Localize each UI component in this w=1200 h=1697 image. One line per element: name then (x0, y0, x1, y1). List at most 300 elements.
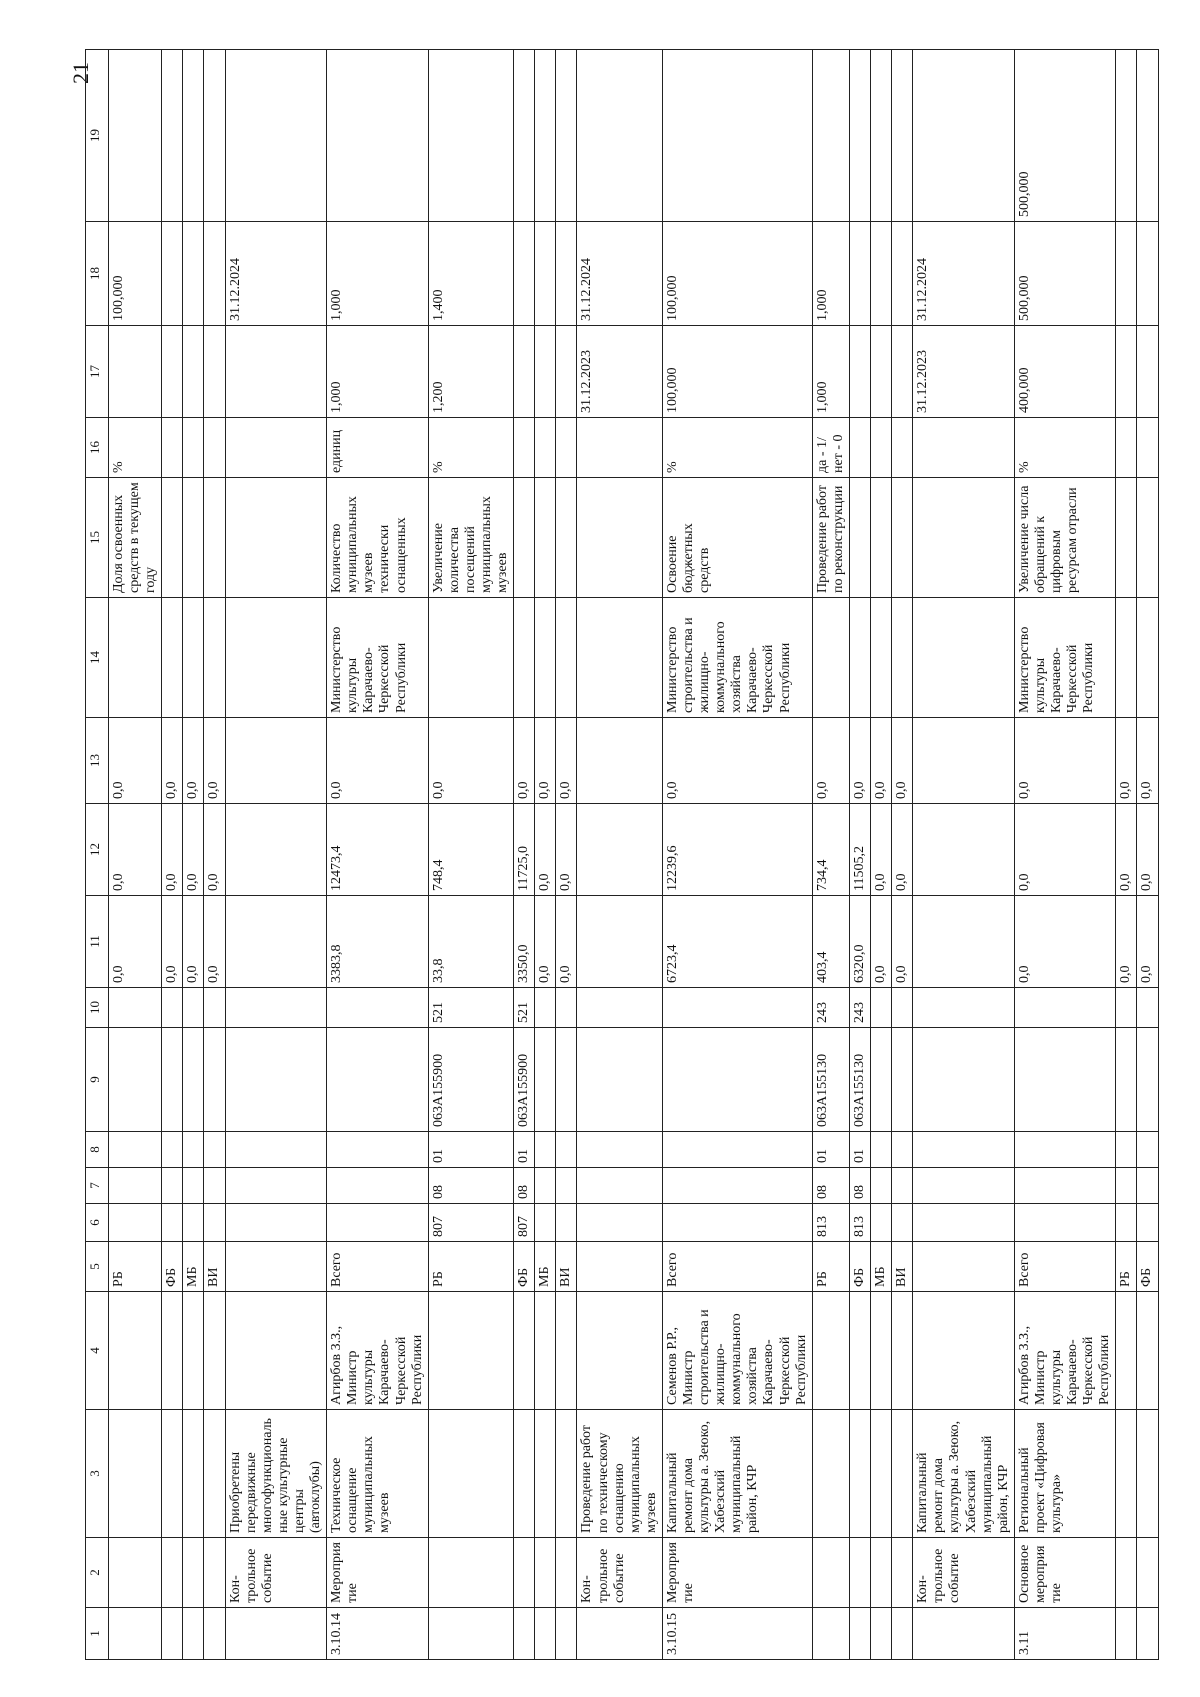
cell-col-13: 0,0 (162, 718, 183, 804)
cell-col-12: 0,0 (556, 804, 577, 896)
cell-col-8 (109, 1132, 162, 1168)
cell-col-11 (225, 896, 327, 988)
cell-col-15 (514, 478, 535, 598)
cell-col-3: Региональный проект «Цифровая культура» (1014, 1410, 1116, 1538)
cell-col-10 (225, 988, 327, 1028)
cell-col-6: 807 (514, 1204, 535, 1242)
cell-col-9 (535, 1028, 556, 1132)
cell-col-6 (1116, 1204, 1137, 1242)
cell-col-13 (913, 718, 1015, 804)
cell-col-12: 0,0 (892, 804, 913, 896)
cell-col-14: Министерство культуры Карачаево-Черкесской Республики (1014, 598, 1116, 718)
cell-col-2 (892, 1538, 913, 1608)
cell-col-17 (204, 326, 225, 418)
cell-col-5 (225, 1242, 327, 1292)
cell-col-6 (327, 1204, 429, 1242)
cell-col-9 (225, 1028, 327, 1132)
cell-col-8 (871, 1132, 892, 1168)
cell-col-8 (577, 1132, 662, 1168)
cell-col-4 (849, 1292, 870, 1410)
cell-col-5: ФБ (514, 1242, 535, 1292)
cell-col-10: 243 (849, 988, 870, 1028)
column-header-14: 14 (86, 598, 109, 718)
cell-col-13: 0,0 (183, 718, 204, 804)
cell-col-4 (204, 1292, 225, 1410)
cell-col-18 (162, 222, 183, 326)
cell-col-7: 08 (849, 1168, 870, 1204)
cell-col-14 (892, 598, 913, 718)
cell-col-9 (892, 1028, 913, 1132)
cell-col-18 (556, 222, 577, 326)
cell-col-3 (428, 1410, 513, 1538)
cell-col-12: 11725,0 (514, 804, 535, 896)
cell-col-19 (1116, 50, 1137, 222)
cell-col-7 (225, 1168, 327, 1204)
cell-col-16 (183, 418, 204, 478)
cell-col-15 (849, 478, 870, 598)
cell-col-10 (1137, 988, 1158, 1028)
cell-col-11: 0,0 (1014, 896, 1116, 988)
cell-col-5: ВИ (556, 1242, 577, 1292)
cell-col-19 (204, 50, 225, 222)
cell-col-7 (204, 1168, 225, 1204)
cell-col-3: Техническое оснащение муниципальных музеев (327, 1410, 429, 1538)
cell-col-1 (535, 1608, 556, 1660)
cell-col-14 (428, 598, 513, 718)
cell-col-17 (1137, 326, 1158, 418)
cell-col-2 (1116, 1538, 1137, 1608)
cell-col-17 (556, 326, 577, 418)
cell-col-2: Кон-трольное событие (225, 1538, 327, 1608)
cell-col-18 (183, 222, 204, 326)
cell-col-18: 1,400 (428, 222, 513, 326)
cell-col-7 (162, 1168, 183, 1204)
cell-col-11: 0,0 (892, 896, 913, 988)
cell-col-13 (577, 718, 662, 804)
cell-col-4 (871, 1292, 892, 1410)
cell-col-6: 807 (428, 1204, 513, 1242)
cell-col-7 (556, 1168, 577, 1204)
cell-col-16 (913, 418, 1015, 478)
cell-col-11: 6723,4 (662, 896, 812, 988)
cell-col-1 (1137, 1608, 1158, 1660)
column-header-4: 4 (86, 1292, 109, 1410)
cell-col-4 (892, 1292, 913, 1410)
cell-col-7 (1014, 1168, 1116, 1204)
cell-col-14 (225, 598, 327, 718)
cell-col-12: 0,0 (204, 804, 225, 896)
cell-col-14 (162, 598, 183, 718)
cell-col-4 (109, 1292, 162, 1410)
cell-col-13: 0,0 (1137, 718, 1158, 804)
cell-col-17: 400,000 (1014, 326, 1116, 418)
cell-col-1 (913, 1608, 1015, 1660)
cell-col-8 (662, 1132, 812, 1168)
cell-col-6 (204, 1204, 225, 1242)
cell-col-19 (871, 50, 892, 222)
column-header-11: 11 (86, 896, 109, 988)
column-header-9: 9 (86, 1028, 109, 1132)
cell-col-4 (183, 1292, 204, 1410)
cell-col-9 (577, 1028, 662, 1132)
cell-col-13: 0,0 (327, 718, 429, 804)
cell-col-13: 0,0 (849, 718, 870, 804)
cell-col-15: Увеличение числа обращений к цифровым ресурсам отрасли (1014, 478, 1116, 598)
cell-col-16: единиц (327, 418, 429, 478)
cell-col-14 (535, 598, 556, 718)
cell-col-8 (1116, 1132, 1137, 1168)
cell-col-6 (662, 1204, 812, 1242)
cell-col-10 (892, 988, 913, 1028)
cell-col-2 (204, 1538, 225, 1608)
cell-col-11: 33,8 (428, 896, 513, 988)
cell-col-19 (662, 50, 812, 222)
cell-col-15 (871, 478, 892, 598)
cell-col-6 (162, 1204, 183, 1242)
table-row (871, 50, 892, 1660)
cell-col-11 (577, 896, 662, 988)
cell-col-18 (892, 222, 913, 326)
table-row (556, 50, 577, 1660)
table-row (1014, 50, 1116, 1660)
cell-col-17 (1116, 326, 1137, 418)
table-row (1137, 50, 1158, 1660)
cell-col-13 (225, 718, 327, 804)
cell-col-1 (162, 1608, 183, 1660)
cell-col-5: РБ (1116, 1242, 1137, 1292)
cell-col-18: 100,000 (662, 222, 812, 326)
cell-col-5: ВИ (892, 1242, 913, 1292)
column-header-12: 12 (86, 804, 109, 896)
cell-col-8 (1137, 1132, 1158, 1168)
cell-col-17 (892, 326, 913, 418)
cell-col-16: % (662, 418, 812, 478)
cell-col-9 (109, 1028, 162, 1132)
column-header-18: 18 (86, 222, 109, 326)
cell-col-17 (849, 326, 870, 418)
cell-col-5: Всего (662, 1242, 812, 1292)
cell-col-7 (892, 1168, 913, 1204)
cell-col-10 (162, 988, 183, 1028)
cell-col-18: 500,000 (1014, 222, 1116, 326)
cell-col-14: Министерство строительства и жилищно-коммунального хозяйства Карачаево-Черкесской Республики (662, 598, 812, 718)
cell-col-6: 813 (849, 1204, 870, 1242)
cell-col-18 (1137, 222, 1158, 326)
cell-col-16 (849, 418, 870, 478)
cell-col-4 (162, 1292, 183, 1410)
table-row (204, 50, 225, 1660)
cell-col-8: 01 (428, 1132, 513, 1168)
cell-col-16 (162, 418, 183, 478)
cell-col-17 (183, 326, 204, 418)
cell-col-18: 31.12.2024 (913, 222, 1015, 326)
cell-col-8 (183, 1132, 204, 1168)
cell-col-5: Всего (1014, 1242, 1116, 1292)
cell-col-19 (892, 50, 913, 222)
table-row (662, 50, 812, 1660)
rotated-table-wrapper (85, 50, 1155, 1660)
cell-col-7 (1137, 1168, 1158, 1204)
cell-col-17: 1,000 (327, 326, 429, 418)
cell-col-7 (577, 1168, 662, 1204)
cell-col-4 (556, 1292, 577, 1410)
cell-col-3: Приобретены передвижные многофункциональные культурные центры (автоклубы) (225, 1410, 327, 1538)
cell-col-9 (871, 1028, 892, 1132)
cell-col-16 (892, 418, 913, 478)
cell-col-10: 521 (428, 988, 513, 1028)
cell-col-4: Семенов Р.Р., Министр строительства и жилищно-коммунального хозяйства Карачаево-Черкесской Республики (662, 1292, 812, 1410)
cell-col-9 (1014, 1028, 1116, 1132)
cell-col-3 (162, 1410, 183, 1538)
cell-col-6 (871, 1204, 892, 1242)
cell-col-12 (225, 804, 327, 896)
cell-col-16 (1116, 418, 1137, 478)
cell-col-16: % (428, 418, 513, 478)
cell-col-10 (535, 988, 556, 1028)
cell-col-11: 3383,8 (327, 896, 429, 988)
cell-col-11 (913, 896, 1015, 988)
cell-col-5: ФБ (849, 1242, 870, 1292)
cell-col-4: Агирбов З.З., Министр культуры Карачаево-Черкесской Республики (1014, 1292, 1116, 1410)
cell-col-4 (1116, 1292, 1137, 1410)
cell-col-3: Проведение работ по техническому оснащению муниципальных музеев (577, 1410, 662, 1538)
cell-col-2 (812, 1538, 849, 1608)
cell-col-3 (535, 1410, 556, 1538)
cell-col-18: 1,000 (327, 222, 429, 326)
cell-col-7 (913, 1168, 1015, 1204)
table-row (812, 50, 849, 1660)
cell-col-18: 31.12.2024 (225, 222, 327, 326)
cell-col-15: Доля освоенных средств в текущем году (109, 478, 162, 598)
cell-col-6 (225, 1204, 327, 1242)
cell-col-14 (1137, 598, 1158, 718)
cell-col-6 (1014, 1204, 1116, 1242)
cell-col-6 (1137, 1204, 1158, 1242)
cell-col-3 (1137, 1410, 1158, 1538)
cell-col-12: 0,0 (183, 804, 204, 896)
cell-col-16 (1137, 418, 1158, 478)
cell-col-9: 063A155130 (849, 1028, 870, 1132)
cell-col-15 (183, 478, 204, 598)
cell-col-8: 01 (514, 1132, 535, 1168)
cell-col-1 (556, 1608, 577, 1660)
cell-col-11: 0,0 (535, 896, 556, 988)
cell-col-2 (871, 1538, 892, 1608)
cell-col-15 (1137, 478, 1158, 598)
cell-col-18 (204, 222, 225, 326)
cell-col-9 (183, 1028, 204, 1132)
cell-col-17: 1,200 (428, 326, 513, 418)
cell-col-19 (812, 50, 849, 222)
cell-col-10 (1014, 988, 1116, 1028)
cell-col-2 (849, 1538, 870, 1608)
cell-col-4 (535, 1292, 556, 1410)
cell-col-5: ФБ (162, 1242, 183, 1292)
cell-col-7 (327, 1168, 429, 1204)
cell-col-7: 08 (812, 1168, 849, 1204)
cell-col-12 (577, 804, 662, 896)
cell-col-5: РБ (109, 1242, 162, 1292)
cell-col-13: 0,0 (514, 718, 535, 804)
cell-col-12: 11505,2 (849, 804, 870, 896)
cell-col-10 (1116, 988, 1137, 1028)
cell-col-8 (204, 1132, 225, 1168)
cell-col-6 (183, 1204, 204, 1242)
cell-col-8: 01 (849, 1132, 870, 1168)
cell-col-4 (913, 1292, 1015, 1410)
cell-col-2 (535, 1538, 556, 1608)
cell-col-9 (913, 1028, 1015, 1132)
cell-col-2 (556, 1538, 577, 1608)
cell-col-2: Мероприятие (327, 1538, 429, 1608)
cell-col-1 (812, 1608, 849, 1660)
cell-col-9 (556, 1028, 577, 1132)
cell-col-8 (913, 1132, 1015, 1168)
cell-col-8 (892, 1132, 913, 1168)
cell-col-15 (225, 478, 327, 598)
cell-col-3: Капитальный ремонт дома культуры а. Зеюко, Хабезский муниципальный район, КЧР (662, 1410, 812, 1538)
cell-col-2: Кон-трольное событие (913, 1538, 1015, 1608)
cell-col-5: ФБ (1137, 1242, 1158, 1292)
column-header-19: 19 (86, 50, 109, 222)
cell-col-13: 0,0 (556, 718, 577, 804)
cell-col-1 (577, 1608, 662, 1660)
cell-col-13: 0,0 (535, 718, 556, 804)
cell-col-15 (913, 478, 1015, 598)
cell-col-9: 063A155900 (514, 1028, 535, 1132)
cell-col-6 (892, 1204, 913, 1242)
table-row (849, 50, 870, 1660)
cell-col-12: 0,0 (162, 804, 183, 896)
cell-col-9: 063A155130 (812, 1028, 849, 1132)
cell-col-18 (535, 222, 556, 326)
cell-col-6 (913, 1204, 1015, 1242)
cell-col-10 (204, 988, 225, 1028)
cell-col-12: 734,4 (812, 804, 849, 896)
cell-col-19 (577, 50, 662, 222)
cell-col-19 (535, 50, 556, 222)
cell-col-15: Увеличение количества посещений муниципальных музеев (428, 478, 513, 598)
cell-col-15: Проведение работ по реконструкции (812, 478, 849, 598)
cell-col-6 (109, 1204, 162, 1242)
table-row (183, 50, 204, 1660)
cell-col-19 (162, 50, 183, 222)
cell-col-2: Основное мероприятие (1014, 1538, 1116, 1608)
cell-col-15 (162, 478, 183, 598)
cell-col-12: 0,0 (1014, 804, 1116, 896)
column-header-15: 15 (86, 478, 109, 598)
cell-col-12: 0,0 (871, 804, 892, 896)
cell-col-18: 1,000 (812, 222, 849, 326)
cell-col-1 (225, 1608, 327, 1660)
cell-col-15 (1116, 478, 1137, 598)
cell-col-12: 748,4 (428, 804, 513, 896)
cell-col-13: 0,0 (109, 718, 162, 804)
cell-col-5: МБ (535, 1242, 556, 1292)
cell-col-7 (109, 1168, 162, 1204)
cell-col-14 (812, 598, 849, 718)
cell-col-10: 521 (514, 988, 535, 1028)
cell-col-3 (514, 1410, 535, 1538)
cell-col-9: 063A155900 (428, 1028, 513, 1132)
cell-col-5: МБ (183, 1242, 204, 1292)
cell-col-4 (514, 1292, 535, 1410)
cell-col-8 (162, 1132, 183, 1168)
cell-col-10 (871, 988, 892, 1028)
cell-col-1: 3.11 (1014, 1608, 1116, 1660)
cell-col-4 (577, 1292, 662, 1410)
cell-col-7 (183, 1168, 204, 1204)
cell-col-11: 0,0 (109, 896, 162, 988)
cell-col-19 (428, 50, 513, 222)
program-table (85, 49, 1159, 1660)
cell-col-19: 500,000 (1014, 50, 1116, 222)
cell-col-14 (871, 598, 892, 718)
cell-col-17 (871, 326, 892, 418)
column-header-3: 3 (86, 1410, 109, 1538)
table-row (1116, 50, 1137, 1660)
cell-col-4: Агирбов З.З., Министр культуры Карачаево-Черкесской Республики (327, 1292, 429, 1410)
column-header-13: 13 (86, 718, 109, 804)
cell-col-3 (849, 1410, 870, 1538)
cell-col-4 (812, 1292, 849, 1410)
cell-col-6 (577, 1204, 662, 1242)
cell-col-3 (1116, 1410, 1137, 1538)
column-header-1: 1 (86, 1608, 109, 1660)
cell-col-18: 100,000 (109, 222, 162, 326)
table-body (109, 50, 1159, 1660)
cell-col-3 (871, 1410, 892, 1538)
cell-col-14: Министерство культуры Карачаево-Черкесской Республики (327, 598, 429, 718)
cell-col-9 (1137, 1028, 1158, 1132)
cell-col-14 (556, 598, 577, 718)
cell-col-8 (225, 1132, 327, 1168)
cell-col-8 (1014, 1132, 1116, 1168)
cell-col-6 (535, 1204, 556, 1242)
cell-col-1 (871, 1608, 892, 1660)
cell-col-12: 12473,4 (327, 804, 429, 896)
cell-col-10 (556, 988, 577, 1028)
page-number: 21 (68, 62, 93, 84)
table-row (327, 50, 429, 1660)
cell-col-1 (514, 1608, 535, 1660)
cell-col-13: 0,0 (428, 718, 513, 804)
cell-col-15 (556, 478, 577, 598)
cell-col-9 (162, 1028, 183, 1132)
cell-col-17 (535, 326, 556, 418)
cell-col-19 (183, 50, 204, 222)
cell-col-1 (109, 1608, 162, 1660)
column-header-16: 16 (86, 418, 109, 478)
cell-col-18 (849, 222, 870, 326)
cell-col-11: 6320,0 (849, 896, 870, 988)
cell-col-11: 0,0 (556, 896, 577, 988)
table-row (225, 50, 327, 1660)
cell-col-4 (428, 1292, 513, 1410)
cell-col-5 (577, 1242, 662, 1292)
cell-col-2 (1137, 1538, 1158, 1608)
cell-col-12: 0,0 (535, 804, 556, 896)
table-row (577, 50, 662, 1660)
cell-col-3 (556, 1410, 577, 1538)
table-row (913, 50, 1015, 1660)
cell-col-13: 0,0 (871, 718, 892, 804)
cell-col-3: Капитальный ремонт дома культуры а. Зеюко, Хабезский муниципальный район, КЧР (913, 1410, 1015, 1538)
cell-col-18 (514, 222, 535, 326)
cell-col-5 (913, 1242, 1015, 1292)
cell-col-9 (204, 1028, 225, 1132)
column-header-8: 8 (86, 1132, 109, 1168)
